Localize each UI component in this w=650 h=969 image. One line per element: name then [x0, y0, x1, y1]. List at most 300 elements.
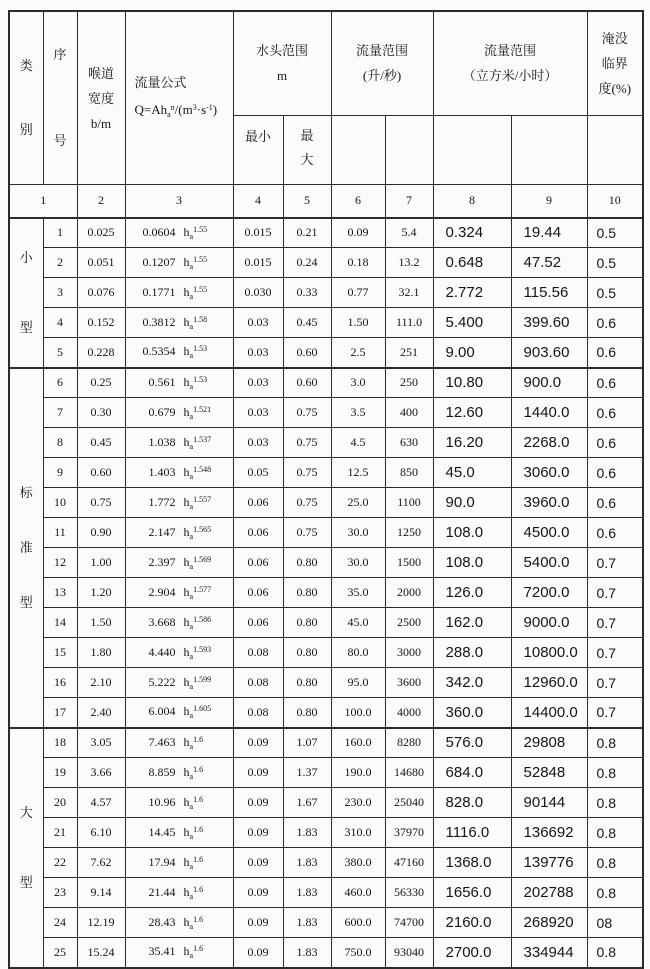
formula-unit-pre: /(m	[174, 101, 193, 117]
formula-cell	[125, 908, 233, 938]
flow-ls-min-cell: 4.5	[331, 428, 385, 458]
col-number: 1	[9, 185, 77, 218]
head-max-cell: 0.75	[283, 428, 331, 458]
formula-subscript: a	[189, 561, 194, 571]
flow-m3-min-cell: 45.0	[433, 458, 511, 488]
flow-ls-min-cell: 12.5	[331, 458, 385, 488]
submergence-cell: 0.6	[587, 458, 643, 488]
flume-spec-table	[8, 10, 644, 969]
header-max	[283, 115, 331, 184]
flow-ls-max-cell: 1100	[385, 488, 433, 518]
head-max-cell: 0.24	[283, 248, 331, 278]
head-max-cell: 0.80	[283, 668, 331, 698]
submergence-cell: 0.6	[587, 308, 643, 338]
formula-coefficient: 21.44	[148, 884, 176, 899]
formula-exponent: 1.53	[193, 374, 208, 384]
flow-ls-max-cell: 3600	[385, 668, 433, 698]
category-label: 标准型	[19, 485, 33, 610]
seq-cell: 24	[43, 908, 77, 938]
submergence-cell: 0.6	[587, 428, 643, 458]
seq-cell: 7	[43, 398, 77, 428]
formula-cell	[125, 758, 233, 788]
formula-exponent: 1.6	[193, 944, 204, 954]
flow-m3-max-cell: 14400.0	[511, 698, 587, 728]
flow-m3-max-cell: 5400.0	[511, 548, 587, 578]
formula-subscript: a	[189, 591, 194, 601]
header-head-range	[233, 11, 331, 115]
flow-m3-min-cell: 684.0	[433, 758, 511, 788]
flow-ls-min-cell: 1.50	[331, 308, 385, 338]
formula-exponent: 1.58	[193, 314, 208, 324]
flow-ls-min-cell: 35.0	[331, 578, 385, 608]
throat-width-cell: 0.60	[77, 458, 125, 488]
flow-ls-max-cell: 25040	[385, 788, 433, 818]
submergence-cell: 08	[587, 908, 643, 938]
submergence-cell: 0.6	[587, 368, 643, 398]
formula-exponent: 1.6	[193, 854, 204, 864]
submergence-cell: 0.7	[587, 548, 643, 578]
formula-exponent: 1.557	[193, 494, 212, 504]
flow-ls-max-cell: 14680	[385, 758, 433, 788]
table-row	[9, 668, 643, 698]
throat-width-cell: 1.00	[77, 548, 125, 578]
flow-m3-max-cell: 47.52	[511, 248, 587, 278]
formula-subscript: a	[189, 321, 194, 331]
head-range-line1: 水头范围	[256, 43, 309, 59]
flow-ls-min-cell: 0.77	[331, 278, 385, 308]
head-min-cell: 0.03	[233, 368, 283, 398]
head-min-cell: 0.06	[233, 578, 283, 608]
submergence-line3: 度(%)	[598, 80, 632, 96]
formula-subscript: a	[189, 831, 194, 841]
flow-m3-max-cell: 3060.0	[511, 458, 587, 488]
header-category	[9, 11, 43, 185]
flow-m3-min-cell: 2160.0	[433, 908, 511, 938]
throat-width-cell: 6.10	[77, 818, 125, 848]
head-min-cell: 0.06	[233, 548, 283, 578]
flow-ls-max-cell: 400	[385, 398, 433, 428]
formula-coefficient: 8.859	[148, 764, 176, 779]
formula-exponent: 1.593	[193, 644, 212, 654]
flow-m3-min-cell: 576.0	[433, 728, 511, 758]
flow-m3-min-cell: 2700.0	[433, 938, 511, 968]
formula-exponent: 1.569	[193, 554, 212, 564]
col-number: 2	[77, 185, 125, 218]
formula-subscript: a	[189, 351, 194, 361]
formula-coefficient: 28.43	[148, 914, 176, 929]
flow-ls-min-cell: 45.0	[331, 608, 385, 638]
formula-variable: $h_a^{1.565}$	[183, 524, 212, 541]
flow-m3-max-cell: 2268.0	[511, 428, 587, 458]
submergence-cell: 0.8	[587, 728, 643, 758]
flow-ls-max-cell: 13.2	[385, 248, 433, 278]
formula-variable: $h_a^{1.53}$	[183, 374, 208, 391]
formula-subscript: a	[189, 411, 194, 421]
head-max-cell: 1.83	[283, 938, 331, 968]
formula-variable: $h_a^{1.586}$	[183, 614, 212, 631]
table-body	[9, 218, 643, 968]
head-min-cell: 0.08	[233, 668, 283, 698]
throat-width-cell: 1.50	[77, 608, 125, 638]
table-row	[9, 938, 643, 968]
head-max-cell: 0.75	[283, 458, 331, 488]
formula-exponent: 1.53	[193, 344, 208, 354]
flow-ls-max-cell: 850	[385, 458, 433, 488]
head-min-cell: 0.09	[233, 938, 283, 968]
flow-m3-min-cell: 1116.0	[433, 818, 511, 848]
formula-coefficient: 1.038	[148, 434, 176, 449]
category-cell	[9, 728, 43, 968]
formula-cell	[125, 848, 233, 878]
flow-m3-min-cell: 1368.0	[433, 848, 511, 878]
head-max-cell: 1.83	[283, 878, 331, 908]
formula-coefficient: 5.222	[148, 674, 176, 689]
formula-cell	[125, 458, 233, 488]
formula-variable: $h_a^{1.55}$	[183, 284, 208, 301]
flow-m3-min-cell: 10.80	[433, 368, 511, 398]
formula-subscript: a	[167, 109, 171, 119]
seq-cell: 4	[43, 308, 77, 338]
formula-coefficient: 6.004	[148, 704, 176, 719]
submergence-cell: 0.6	[587, 338, 643, 368]
seq-cell: 5	[43, 338, 77, 368]
seq-cell: 13	[43, 578, 77, 608]
formula-coefficient: 35.41	[148, 944, 176, 959]
formula-cell	[125, 248, 233, 278]
formula-exponent: 1.521	[193, 404, 212, 414]
table-row	[9, 488, 643, 518]
formula-cell	[125, 818, 233, 848]
flow-m3-max-cell: 12960.0	[511, 668, 587, 698]
head-min-cell: 0.08	[233, 698, 283, 728]
category-label: 小型	[19, 249, 33, 335]
flow-m3-max-cell: 19.44	[511, 218, 587, 248]
seq-cell: 18	[43, 728, 77, 758]
formula-exponent: 1.55	[193, 254, 208, 264]
throat-width-cell: 3.66	[77, 758, 125, 788]
formula-cell	[125, 608, 233, 638]
flow-ls-max-cell: 630	[385, 428, 433, 458]
formula-coefficient: 0.1207	[142, 254, 176, 269]
seq-cell: 20	[43, 788, 77, 818]
head-min-cell: 0.06	[233, 518, 283, 548]
flow-ls-min-cell: 100.0	[331, 698, 385, 728]
head-max-cell: 0.80	[283, 578, 331, 608]
formula-cell	[125, 518, 233, 548]
throat-width-cell: 0.75	[77, 488, 125, 518]
formula-variable: $h_a^{1.6}$	[183, 914, 204, 931]
formula-cell	[125, 368, 233, 398]
formula-exponent: 1.599	[193, 674, 212, 684]
head-min-cell: 0.015	[233, 248, 283, 278]
throat-width-cell: 0.30	[77, 398, 125, 428]
header-throat-width	[77, 11, 125, 185]
seq-cell: 15	[43, 638, 77, 668]
flow-ls-line2: (升/秒)	[362, 68, 402, 84]
table-row	[9, 458, 643, 488]
head-max-cell: 1.07	[283, 728, 331, 758]
flow-ls-min-cell: 30.0	[331, 518, 385, 548]
throat-width-cell: 0.076	[77, 278, 125, 308]
header-formula	[125, 11, 233, 185]
flow-ls-max-cell: 47160	[385, 848, 433, 878]
formula-exponent: 1.537	[193, 434, 212, 444]
submergence-cell: 0.7	[587, 578, 643, 608]
flow-m3-min-cell: 108.0	[433, 518, 511, 548]
head-max-cell: 0.80	[283, 638, 331, 668]
flow-ls-min-cell: 3.5	[331, 398, 385, 428]
flow-ls-max-cell: 93040	[385, 938, 433, 968]
table-row	[9, 308, 643, 338]
formula-subscript: a	[189, 621, 194, 631]
formula-pre: Q=Ah	[134, 101, 168, 117]
formula-subscript: a	[189, 801, 194, 811]
head-min-cell: 0.06	[233, 488, 283, 518]
flow-m3-min-cell: 1656.0	[433, 878, 511, 908]
header-seq-label: 序号	[53, 47, 67, 148]
header-flow-ls	[331, 11, 433, 115]
flow-ls-max-cell: 111.0	[385, 308, 433, 338]
head-min-cell: 0.09	[233, 728, 283, 758]
submergence-cell: 0.8	[587, 938, 643, 968]
category-cell	[9, 368, 43, 728]
formula-cell	[125, 878, 233, 908]
submergence-cell: 0.5	[587, 248, 643, 278]
submergence-cell: 0.8	[587, 848, 643, 878]
head-min-cell: 0.015	[233, 218, 283, 248]
throat-line1: 喉道	[87, 65, 114, 81]
formula-subscript: a	[189, 681, 194, 691]
flow-m3-max-cell: 334944	[511, 938, 587, 968]
table-row	[9, 218, 643, 248]
flow-m3-min-cell: 828.0	[433, 788, 511, 818]
throat-width-cell: 1.20	[77, 578, 125, 608]
formula-variable: $h_a^{1.6}$	[183, 794, 204, 811]
throat-width-cell: 0.25	[77, 368, 125, 398]
formula-cell	[125, 308, 233, 338]
formula-variable: $h_a^{1.6}$	[183, 824, 204, 841]
formula-exponent: 1.55	[193, 224, 208, 234]
throat-width-cell: 2.40	[77, 698, 125, 728]
formula-exponent: 1.6	[193, 794, 204, 804]
formula-cell	[125, 278, 233, 308]
flow-m3-line1: 流量范围	[484, 43, 537, 59]
formula-subscript: a	[189, 861, 194, 871]
seq-cell: 22	[43, 848, 77, 878]
flow-ls-min-cell: 190.0	[331, 758, 385, 788]
throat-width-cell: 0.152	[77, 308, 125, 338]
flow-ls-max-cell: 250	[385, 368, 433, 398]
flow-ls-max-cell: 56330	[385, 878, 433, 908]
formula-subscript: a	[189, 891, 194, 901]
submergence-cell: 0.8	[587, 788, 643, 818]
throat-line2: 宽度	[87, 90, 114, 106]
formula-unit-mid: ·s	[196, 101, 207, 117]
throat-width-cell: 7.62	[77, 848, 125, 878]
formula-expression	[135, 95, 233, 127]
flow-m3-min-cell: 2.772	[433, 278, 511, 308]
seq-cell: 8	[43, 428, 77, 458]
formula-cell	[125, 338, 233, 368]
formula-exponent: 1.605	[193, 704, 212, 714]
flow-m3-min-cell: 9.00	[433, 338, 511, 368]
col-number: 8	[433, 185, 511, 218]
table-row	[9, 398, 643, 428]
formula-coefficient: 14.45	[148, 824, 176, 839]
seq-cell: 11	[43, 518, 77, 548]
formula-exponent: 1.577	[193, 584, 212, 594]
formula-title: 流量公式	[134, 74, 187, 90]
flow-m3-max-cell: 268920	[511, 908, 587, 938]
formula-coefficient: 0.5354	[142, 344, 176, 359]
head-min-cell: 0.030	[233, 278, 283, 308]
head-min-cell: 0.03	[233, 428, 283, 458]
formula-exponent: 1.565	[193, 524, 212, 534]
head-min-cell: 0.05	[233, 458, 283, 488]
formula-variable: $h_a^{1.6}$	[183, 854, 204, 871]
head-max-cell: 1.37	[283, 758, 331, 788]
flow-ls-min-cell: 2.5	[331, 338, 385, 368]
formula-variable: $h_a^{1.55}$	[183, 224, 208, 241]
table-header	[9, 11, 643, 218]
flow-m3-max-cell: 900.0	[511, 368, 587, 398]
header-empty-cell	[587, 115, 643, 184]
submergence-cell: 0.8	[587, 758, 643, 788]
formula-cell	[125, 668, 233, 698]
submergence-cell: 0.6	[587, 398, 643, 428]
table-row	[9, 428, 643, 458]
throat-width-cell: 9.14	[77, 878, 125, 908]
head-min-cell: 0.09	[233, 818, 283, 848]
flow-m3-min-cell: 12.60	[433, 398, 511, 428]
flow-m3-max-cell: 3960.0	[511, 488, 587, 518]
formula-unit-sup2: -1	[206, 102, 213, 112]
seq-cell: 17	[43, 698, 77, 728]
table-row	[9, 608, 643, 638]
flow-ls-min-cell: 95.0	[331, 668, 385, 698]
head-max-cell: 0.60	[283, 368, 331, 398]
formula-subscript: a	[189, 531, 194, 541]
submergence-cell: 0.7	[587, 668, 643, 698]
formula-subscript: a	[189, 771, 194, 781]
formula-subscript: a	[189, 711, 194, 721]
flow-ls-min-cell: 160.0	[331, 728, 385, 758]
seq-cell: 19	[43, 758, 77, 788]
table-row	[9, 368, 643, 398]
head-max-cell: 1.83	[283, 908, 331, 938]
formula-subscript: a	[189, 651, 194, 661]
flow-m3-max-cell: 139776	[511, 848, 587, 878]
flow-m3-max-cell: 52848	[511, 758, 587, 788]
formula-cell	[125, 698, 233, 728]
flow-ls-max-cell: 37970	[385, 818, 433, 848]
flow-m3-max-cell: 1440.0	[511, 398, 587, 428]
flow-m3-max-cell: 136692	[511, 818, 587, 848]
head-min-cell: 0.06	[233, 608, 283, 638]
throat-width-cell: 0.025	[77, 218, 125, 248]
head-min-cell: 0.03	[233, 398, 283, 428]
formula-cell	[125, 488, 233, 518]
table-row	[9, 518, 643, 548]
submergence-line1: 淹没	[601, 30, 628, 46]
header-row-top	[9, 11, 643, 115]
table-row	[9, 848, 643, 878]
formula-coefficient: 17.94	[148, 854, 176, 869]
formula-subscript: a	[189, 741, 194, 751]
throat-width-cell: 4.57	[77, 788, 125, 818]
flow-ls-min-cell: 80.0	[331, 638, 385, 668]
formula-cell	[125, 938, 233, 968]
throat-width-cell: 0.051	[77, 248, 125, 278]
formula-cell	[125, 548, 233, 578]
formula-subscript: a	[189, 261, 194, 271]
formula-coefficient: 0.0604	[142, 224, 176, 239]
flow-ls-min-cell: 230.0	[331, 788, 385, 818]
flow-ls-max-cell: 2000	[385, 578, 433, 608]
submergence-cell: 0.7	[587, 608, 643, 638]
flow-m3-min-cell: 90.0	[433, 488, 511, 518]
head-max-cell: 0.33	[283, 278, 331, 308]
formula-exponent: 1.548	[193, 464, 212, 474]
col-number: 5	[283, 185, 331, 218]
formula-coefficient: 2.904	[148, 584, 176, 599]
formula-variable: $h_a^{1.521}$	[183, 404, 212, 421]
head-min-cell: 0.09	[233, 878, 283, 908]
formula-coefficient: 2.397	[148, 554, 176, 569]
col-number: 3	[125, 185, 233, 218]
formula-subscript: a	[189, 381, 194, 391]
flow-ls-min-cell: 3.0	[331, 368, 385, 398]
flow-m3-max-cell: 399.60	[511, 308, 587, 338]
submergence-cell: 0.6	[587, 518, 643, 548]
formula-coefficient: 1.772	[148, 494, 176, 509]
header-submergence	[587, 11, 643, 115]
submergence-cell: 0.5	[587, 218, 643, 248]
seq-cell: 23	[43, 878, 77, 908]
flow-m3-max-cell: 90144	[511, 788, 587, 818]
head-max-cell: 0.75	[283, 398, 331, 428]
header-empty-cell	[433, 115, 511, 184]
seq-cell: 2	[43, 248, 77, 278]
flow-ls-max-cell: 5.4	[385, 218, 433, 248]
formula-variable: $h_a^{1.605}$	[183, 704, 212, 721]
table-row	[9, 248, 643, 278]
flow-ls-max-cell: 1250	[385, 518, 433, 548]
seq-cell: 10	[43, 488, 77, 518]
throat-width-cell: 15.24	[77, 938, 125, 968]
formula-coefficient: 0.679	[148, 404, 176, 419]
flow-m3-max-cell: 29808	[511, 728, 587, 758]
flow-m3-min-cell: 5.400	[433, 308, 511, 338]
formula-exponent: 1.6	[193, 914, 204, 924]
flow-ls-max-cell: 8280	[385, 728, 433, 758]
formula-cell	[125, 578, 233, 608]
header-empty-cell	[511, 115, 587, 184]
head-range-line2: m	[276, 68, 288, 84]
formula-subscript: a	[189, 291, 194, 301]
col-number: 10	[587, 185, 643, 218]
flow-ls-max-cell: 1500	[385, 548, 433, 578]
header-empty-cell	[331, 115, 385, 184]
formula-variable: $h_a^{1.6}$	[183, 764, 204, 781]
flow-m3-min-cell: 16.20	[433, 428, 511, 458]
flow-m3-min-cell: 162.0	[433, 608, 511, 638]
formula-subscript: a	[189, 441, 194, 451]
formula-variable: $h_a^{1.53}$	[183, 344, 208, 361]
flow-m3-min-cell: 342.0	[433, 668, 511, 698]
table-row	[9, 818, 643, 848]
seq-cell: 21	[43, 818, 77, 848]
